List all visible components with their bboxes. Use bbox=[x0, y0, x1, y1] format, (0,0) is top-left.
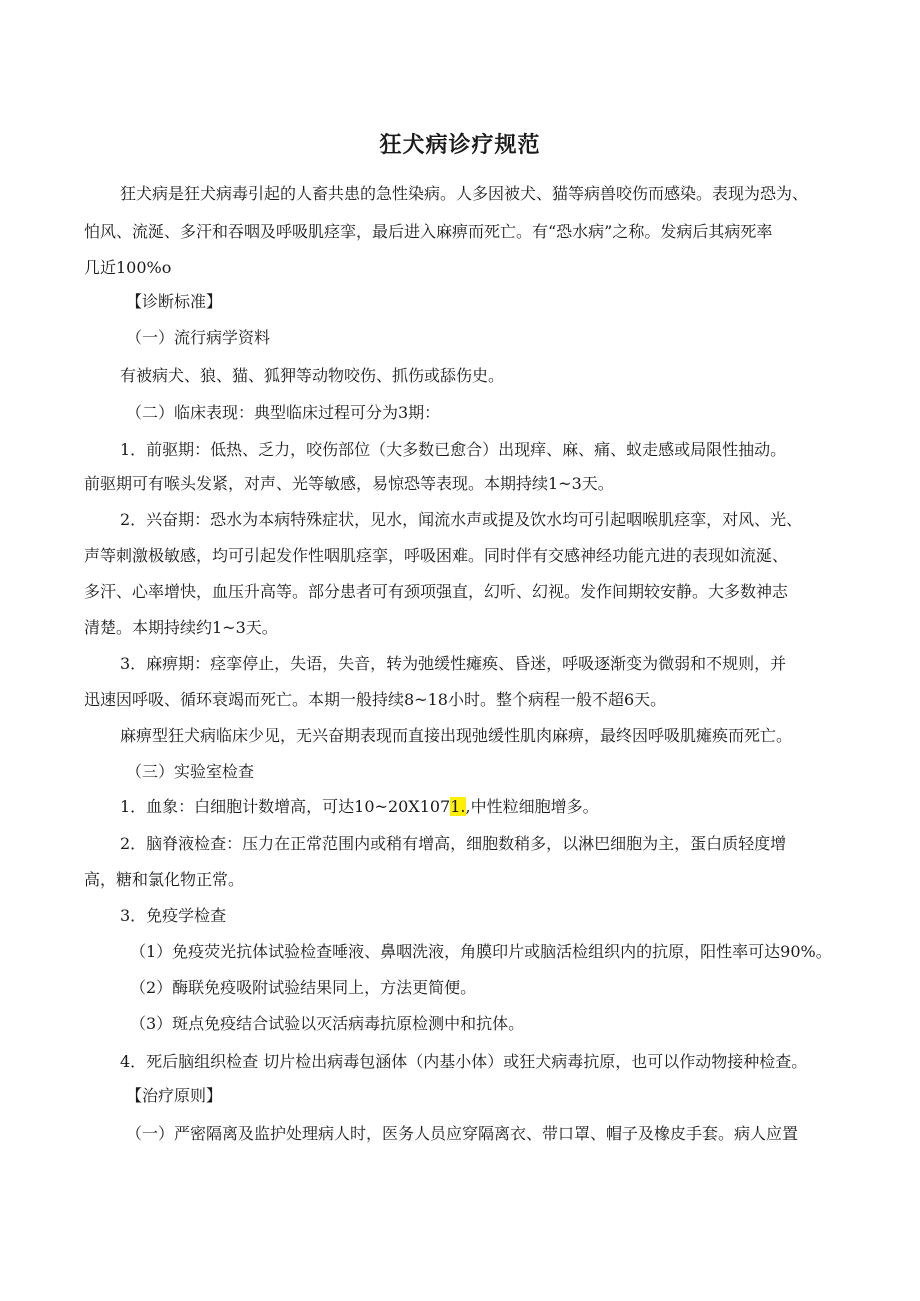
excitation-line-4: 清楚。本期持续约1~3天。 bbox=[84, 618, 278, 637]
immunology-item-1: （1）免疫荧光抗体试验检查唾液、鼻咽洗液，角膜印片或脑活检组织内的抗原，阳性率可达90%。 bbox=[130, 942, 832, 961]
prodromal-line-1: 1．前驱期：低热、乏力，咬伤部位（大多数已愈合）出现痒、麻、痛、蚁走感或局限性抽动。 bbox=[120, 440, 787, 459]
intro-line-1: 狂犬病是狂犬病毒引起的人畜共患的急性染病。人多因被犬、猫等病兽咬伤而感染。表现为恐为、 bbox=[120, 184, 809, 203]
paralytic-type-text: 麻痹型狂犬病临床少见，无兴奋期表现而直接出现弛缓性肌肉麻痹，最终因呼吸肌瘫痪而死亡。 bbox=[120, 726, 793, 745]
prodromal-line-2: 前驱期可有喉头发紧，对声、光等敏感，易惊恐等表现。本期持续1~3天。 bbox=[84, 474, 614, 493]
postmortem-text: 4．死后脑组织检查 切片检出病毒包涵体（内基小体）或狂犬病毒抗原，也可以作动物接种检查。 bbox=[120, 1052, 808, 1071]
subheading-clinical: （二）临床表现：典型临床过程可分为3期： bbox=[126, 403, 441, 422]
intro-line-2: 怕风、流涎、多汗和吞咽及呼吸肌痉挛，最后进入麻痹而死亡。有“恐水病”之称。发病后其病死率 bbox=[84, 222, 773, 241]
blood-text: 1．血象：白细胞计数增高，可达10~20X107 bbox=[120, 797, 451, 816]
csf-line-2: 高，糖和氯化物正常。 bbox=[84, 870, 245, 889]
section-heading-diagnosis: 【诊断标准】 bbox=[126, 292, 223, 311]
section-heading-treatment: 【治疗原则】 bbox=[126, 1086, 223, 1105]
csf-line-1: 2．脑脊液检查：压力在正常范围内或稍有增高，细胞数稍多，以淋巴细胞为主，蛋白质轻度增 bbox=[120, 834, 787, 853]
subheading-epidemiology: （一）流行病学资料 bbox=[126, 328, 271, 347]
excitation-line-3: 多汗、心率增快，血压升高等。部分患者可有颈项强直，幻听、幻视。发作间期较安静。大多数神志 bbox=[84, 582, 789, 601]
epidemiology-text: 有被病犬、狼、猫、狐狎等动物咬伤、抓伤或舔伤史。 bbox=[120, 366, 505, 385]
paralysis-line-1: 3．麻痹期：痉挛停止，失语，失音，转为弛缓性瘫痪、昏迷，呼吸逐渐变为微弱和不规则，并 bbox=[120, 654, 787, 673]
paralysis-line-2: 迅速因呼吸、循环衰竭而死亡。本期一般持续8~18小时。整个病程一般不超6天。 bbox=[84, 690, 667, 709]
immunology-item-3: （3）斑点免疫结合试验以灭活病毒抗原检测中和抗体。 bbox=[130, 1014, 525, 1033]
blood-text-tail: ,中性粒细胞增多。 bbox=[465, 797, 599, 816]
subheading-lab: （三）实验室检查 bbox=[126, 762, 255, 781]
immunology-item-2: （2）酶联免疫吸附试验结果同上，方法更简便。 bbox=[130, 978, 477, 997]
excitation-line-1: 2．兴奋期：恐水为本病特殊症状，见水，闻流水声或提及饮水均可引起咽喉肌痉挛，对风、光、 bbox=[120, 510, 803, 529]
excitation-line-2: 声等刺激极敏感，均可引起发作性咽肌痉挛，呼吸困难。同时伴有交感神经功能亢进的表现如流涎、 bbox=[84, 546, 789, 565]
document-title: 狂犬病诊疗规范 bbox=[379, 133, 541, 158]
intro-line-3: 几近100%o bbox=[84, 258, 172, 277]
highlighted-text: 1. bbox=[450, 797, 466, 816]
blood-line bbox=[120, 797, 599, 817]
treatment-line-1: （一）严密隔离及监护处理病人时，医务人员应穿隔离衣、带口罩、帽子及橡皮手套。病人应置 bbox=[126, 1124, 799, 1143]
immunology-heading: 3．免疫学检查 bbox=[120, 906, 227, 925]
